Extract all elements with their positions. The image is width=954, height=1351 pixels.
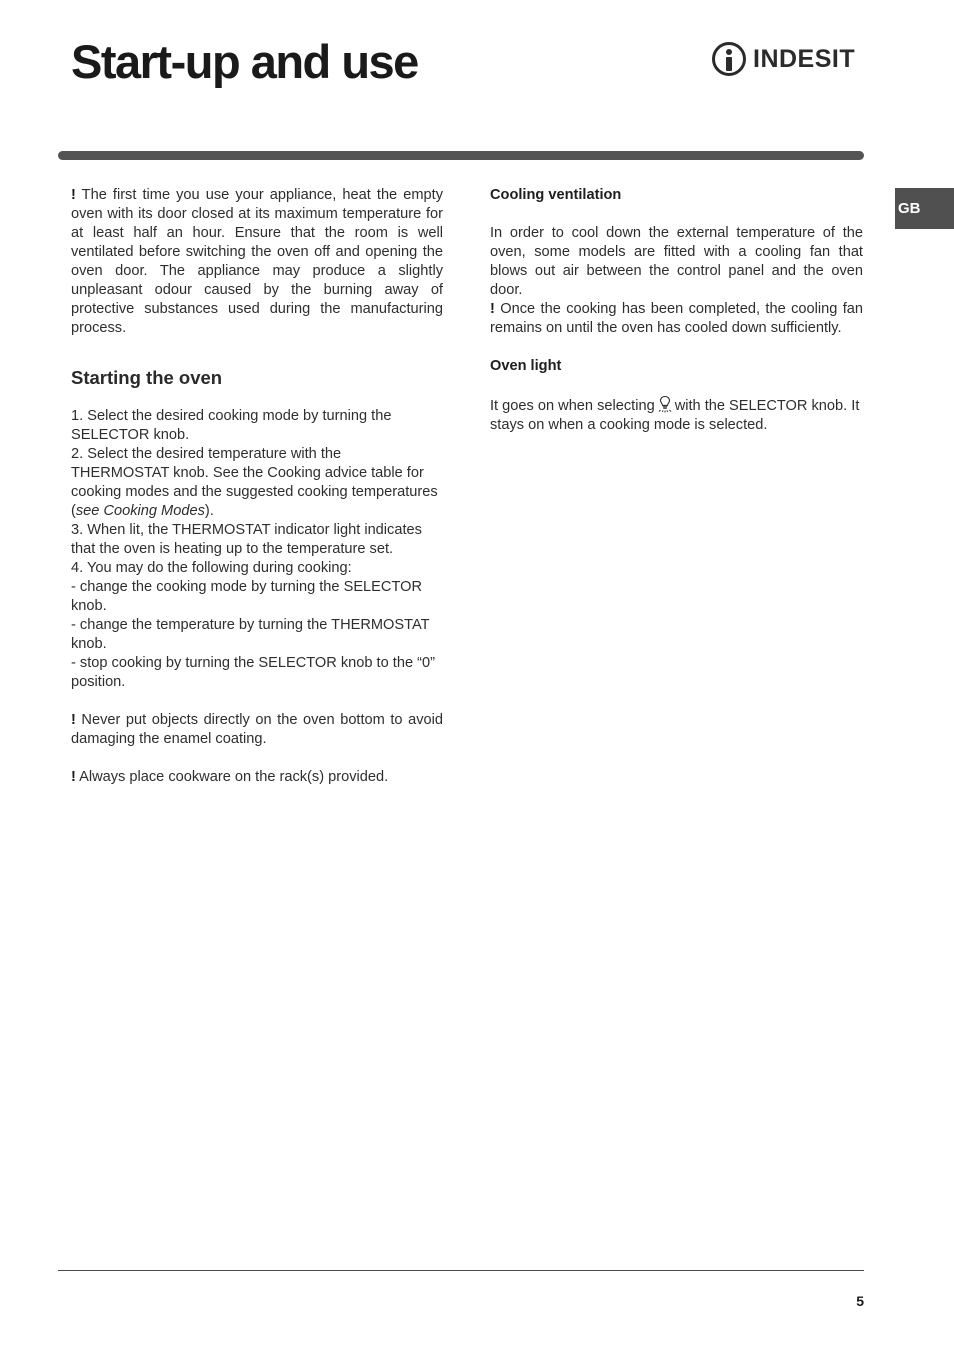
page-title: Start-up and use [71, 35, 418, 88]
step-1: 1. Select the desired cooking mode by turning the SELECTOR knob. [71, 408, 392, 443]
footer-divider [58, 1270, 864, 1271]
left-column [71, 186, 443, 787]
step-4-option-stop: - stop cooking by turning the SELECTOR knob to the “0” position. [71, 655, 435, 690]
oven-light-bulb-icon [658, 395, 672, 413]
warning-oven-bottom: ! Never put objects directly on the oven bottom to avoid damaging the enamel coating. [71, 712, 443, 747]
step-3: 3. When lit, the THERMOSTAT indicator light indicates that the oven is heating up to the temperature set. [71, 522, 422, 557]
indesit-logo [712, 38, 864, 80]
warning-cookware: ! Always place cookware on the rack(s) provided. [71, 769, 389, 785]
cooling-ventilation-text: In order to cool down the external temperature of the oven, some models are fitted with a cooling fan that blows out air between the control panel and the oven door. [490, 225, 863, 298]
starting-oven-heading: Starting the oven [71, 367, 223, 388]
intro-text: The first time you use your appliance, heat the empty oven with its door closed at its maximum temperature for at least half an hour. Ensure that the room is well ventilated before switching the oven off and opening the oven door. The appliance may produce a slightly unpleasant odour caused by the burning away of protective substances used during the manufacturing process. [71, 187, 443, 336]
logo-text: INDESIT [753, 44, 856, 73]
cooking-modes-reference: see Cooking Modes [75, 503, 205, 519]
warning-mark: ! [71, 187, 76, 203]
step-4-option-temperature: - change the temperature by turning the THERMOSTAT knob. [71, 617, 430, 652]
step-4-option-mode: - change the cooking mode by turning the SELECTOR knob. [71, 579, 422, 614]
step-4: 4. You may do the following during cooking: [71, 560, 352, 576]
language-tab: GB [895, 188, 954, 229]
header-divider [58, 151, 864, 160]
oven-light-heading: Oven light [490, 358, 562, 374]
right-column [490, 186, 863, 435]
cooling-ventilation-heading: Cooling ventilation [490, 187, 622, 203]
page-number: 5 [856, 1293, 864, 1309]
oven-light-text: It goes on when selecting with the SELECTOR knob. It stays on when a cooking mode is selected. [490, 395, 863, 435]
indesit-i-logo-icon [712, 42, 746, 76]
starting-steps-list [71, 407, 443, 692]
cooling-fan-note: ! Once the cooking has been completed, the cooling fan remains on until the oven has cooled down sufficiently. [490, 301, 863, 336]
step-2: 2. Select the desired temperature with the THERMOSTAT knob. See the Cooking advice table for cooking modes and the suggested cooking temperatures (see Cooking Modes). [71, 446, 438, 519]
intro-paragraph [71, 186, 443, 338]
